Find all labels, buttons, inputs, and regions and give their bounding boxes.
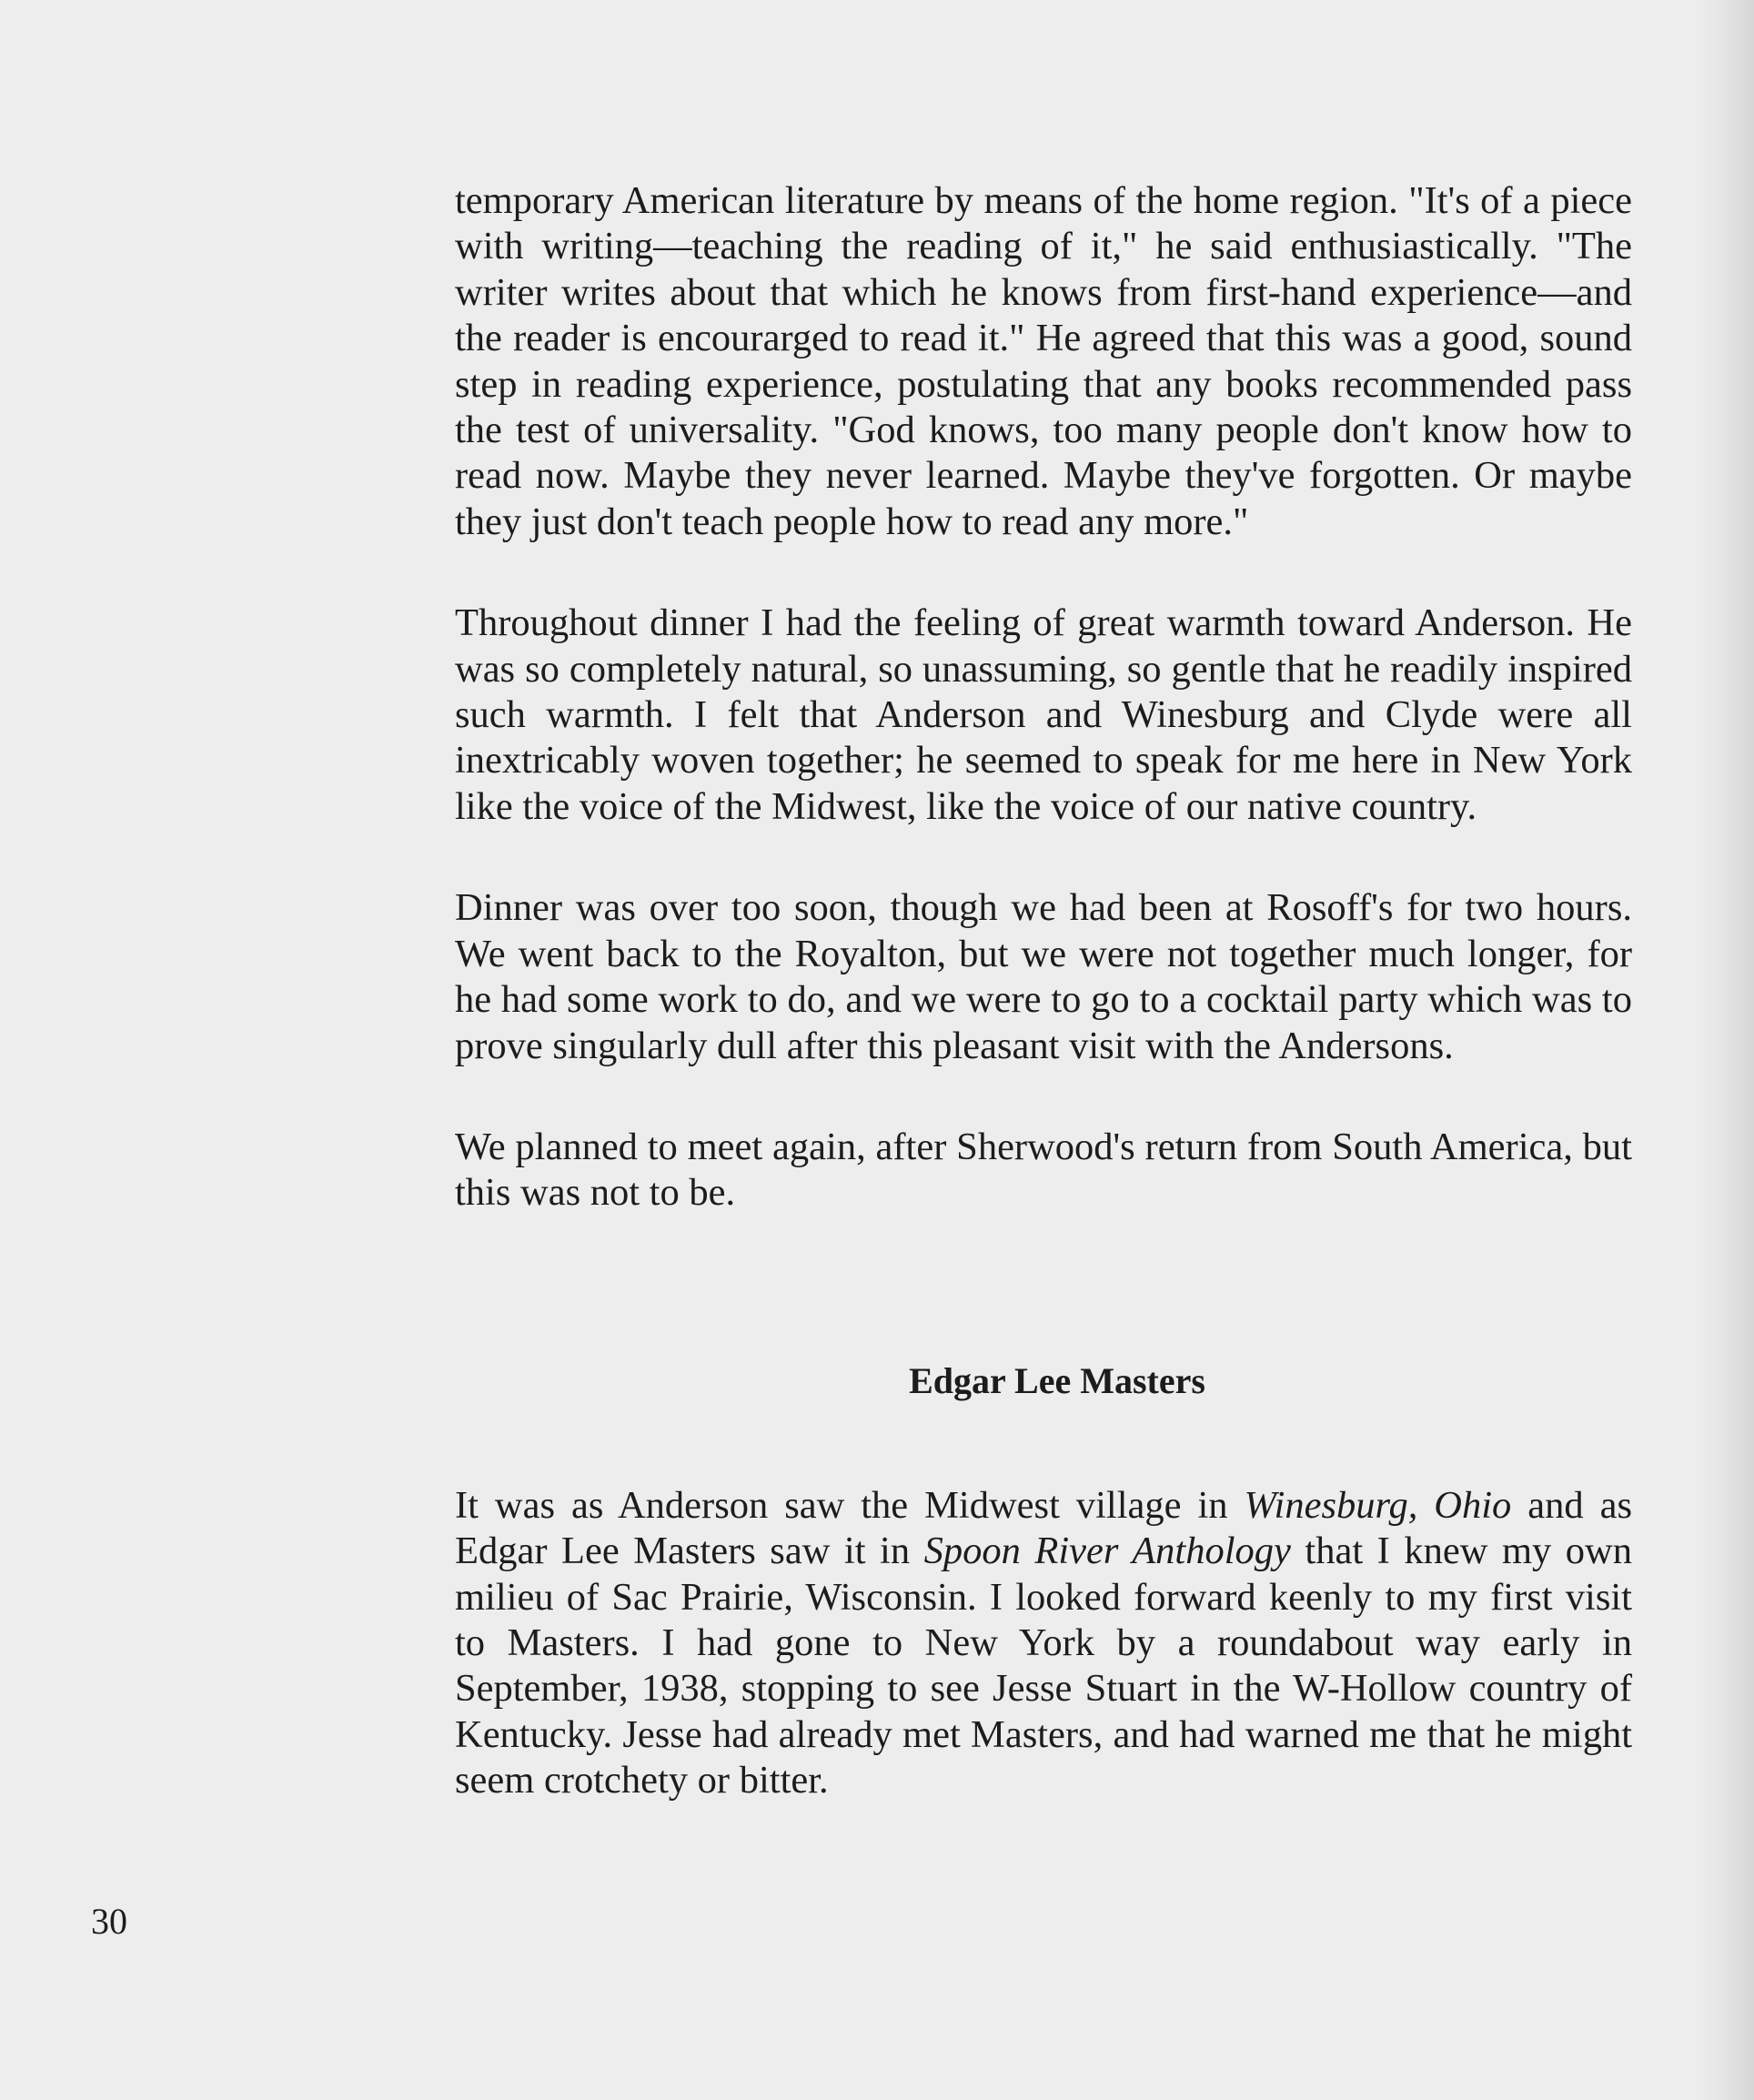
section-heading: Edgar Lee Masters [909,1359,1205,1401]
opening-text-part-3: that I knew my own milieu of Sac Prairie, Wisconsin. I looked forward keenly to my first visit to Masters. I had gone to New York by a roundabout way early in September, 1938, stopping to see Jesse Stuart in the W-Hollow country of Kentucky. Jesse had already met Masters, and had warned me that he might seem crotchety or bitter. [455,1530,1632,1802]
paragraph-1: temporary American literature by means of the home region. "It's of a piece with writing—teaching the reading of it," he said enthusiastically. "The writer writes about that which he knows from first-hand experience—and the reader is encourarged to read it." He agreed that this was a good, sound step in reading experience, postulating that any books recommended pass the test of universality. "God knows, too many people don't know how to read now. Maybe they never learned. Maybe they've forgotten. Or maybe they just don't teach people how to read any more." [455,179,1632,543]
page-number: 30 [91,1901,127,1942]
book-title-spoon-river: Spoon River Anthology [923,1530,1291,1573]
opening-text-part-1: It was as Anderson saw the Midwest village in [455,1483,1245,1527]
paragraph-4: We planned to meet again, after Sherwood's return from South America, but this was not to be. [455,1125,1632,1215]
section-opening-paragraph [455,1483,1632,1804]
paragraph-3: Dinner was over too soon, though we had been at Rosoff's for two hours. We went back to the Royalton, but we were not together much longer, for he had some work to do, and we were to go to a cocktail party which was to prove singularly dull after this pleasant visit with the Andersons. [455,886,1632,1067]
book-title-winesburg: Winesburg, Ohio [1244,1483,1512,1527]
text-column [455,178,1632,1804]
opening-text-part-2: and as Edgar Lee Masters saw it in [455,1483,1632,1573]
page-edge-shadow [1699,0,1754,2100]
paragraph-2: Throughout dinner I had the feeling of great warmth toward Anderson. He was so completely natural, so unassuming, so gentle that he readily inspired such warmth. I felt that Anderson and Winesburg and Clyde were all inextricably woven together; he seemed to speak for me here in New York like the voice of the Midwest, like the voice of our native country. [455,601,1632,828]
